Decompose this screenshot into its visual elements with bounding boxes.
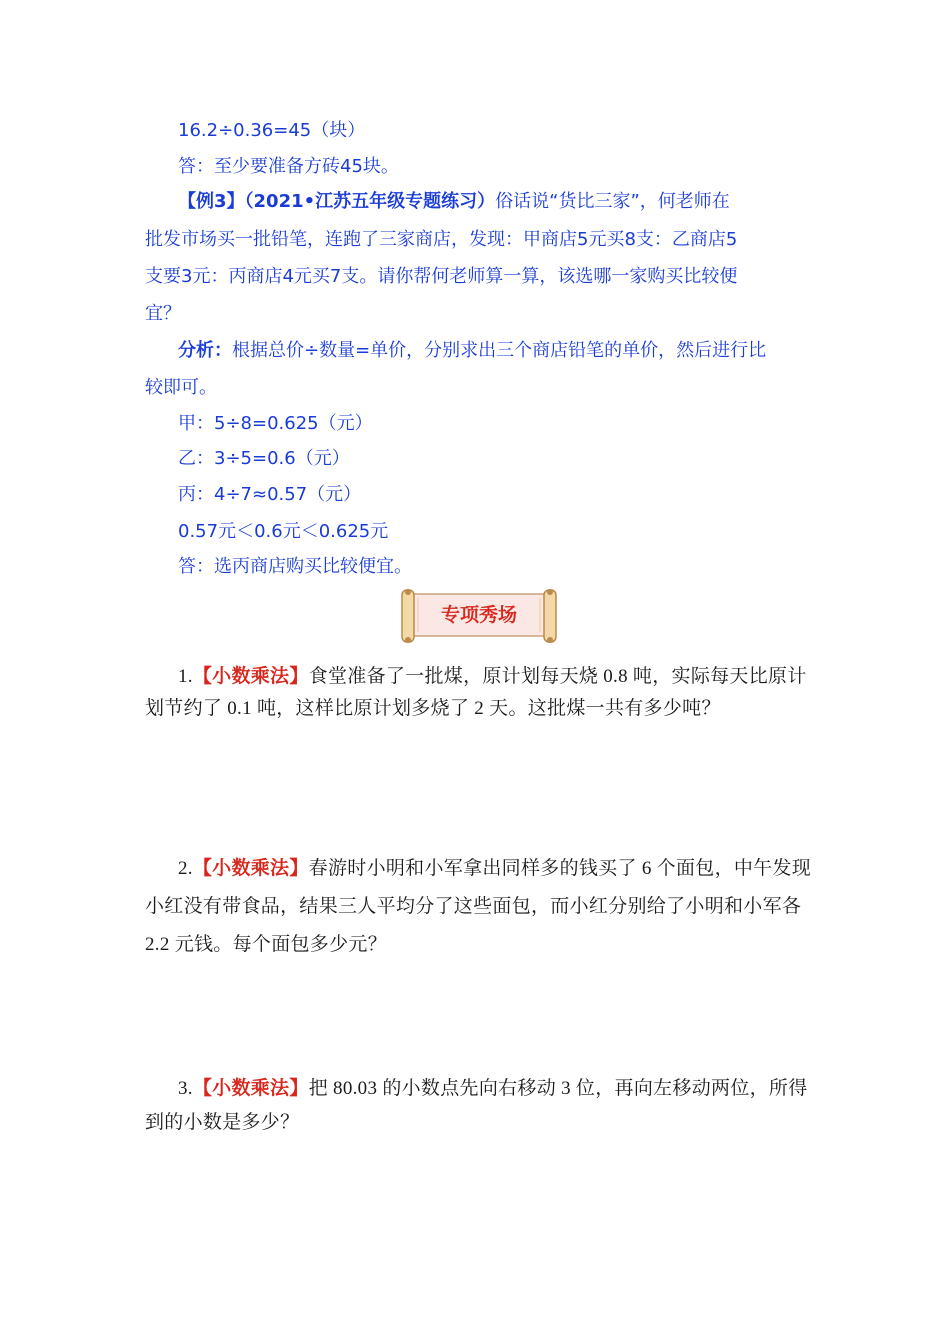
problem-tag: 【小数乘法】 (192, 665, 309, 687)
example3-line: 宜？ (145, 303, 181, 324)
example3-first-line (178, 190, 730, 214)
analysis-step: 甲：5÷8=0.625（元） (178, 413, 373, 434)
problem-text: 食堂准备了一批煤，原计划每天烧 0.8 吨，实际每天比原计 (308, 666, 807, 687)
problem-2-line: 2.2 元钱。每个面包多少元？ (145, 934, 388, 955)
analysis-step: 答：选丙商店购买比较便宜。 (178, 556, 412, 577)
problem-3-line: 到的小数是多少？ (145, 1112, 300, 1133)
problem-number: 1. (178, 666, 193, 687)
analysis-line: 较即可。 (145, 377, 217, 398)
analysis-step: 0.57元＜0.6元＜0.625元 (178, 521, 389, 542)
problem-text: 把 80.03 的小数点先向右移动 3 位，再向左移动两位，所得 (308, 1078, 808, 1099)
example3-line: 批发市场买一批铅笔，连跑了三家商店，发现：甲商店5元买8支：乙商店5 (145, 229, 738, 250)
problem-2-first-line (178, 856, 811, 881)
analysis-step: 乙：3÷5=0.6（元） (178, 448, 350, 469)
problem-number: 3. (178, 1078, 193, 1099)
problem-3-first-line (178, 1076, 808, 1101)
analysis-text: 根据总价÷数量=单价，分别求出三个商店铅笔的单价，然后进行比 (232, 340, 767, 361)
example3-text: 俗话说“货比三家”，何老师在 (495, 191, 730, 212)
problem-text: 春游时小明和小军拿出同样多的钱买了 6 个面包，中午发现 (308, 858, 812, 879)
banner-title: 专项秀场 (440, 604, 517, 626)
section-banner (398, 588, 560, 644)
problem-number: 2. (178, 858, 193, 879)
problem-2-line: 小红没有带食品，结果三人平均分了这些面包，而小红分别给了小明和小军各 (145, 896, 802, 917)
example3-line: 支要3元：丙商店4元买7支。请你帮何老师算一算，该选哪一家购买比较便 (145, 266, 738, 287)
analysis-label: 分析： (178, 340, 232, 361)
problem-1-first-line (178, 664, 807, 689)
analysis-step: 丙：4÷7≈0.57（元） (178, 484, 362, 505)
answer-line: 答：至少要准备方砖45块。 (178, 156, 399, 177)
problem-tag: 【小数乘法】 (192, 857, 309, 879)
example3-tag: 【例3】（2021•江苏五年级专题练习） (178, 191, 496, 212)
problem-1-line: 划节约了 0.1 吨，这样比原计划多烧了 2 天。这批煤一共有多少吨？ (145, 698, 721, 719)
calc-line: 16.2÷0.36=45（块） (178, 120, 366, 141)
problem-tag: 【小数乘法】 (192, 1077, 309, 1099)
analysis-first-line (178, 339, 766, 363)
